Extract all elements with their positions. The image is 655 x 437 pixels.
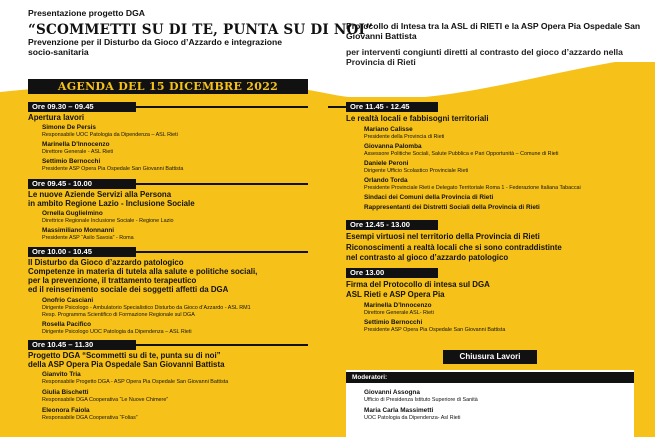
speaker-name: Eleonora Faiola xyxy=(42,407,90,414)
speaker-role: Presidente ASP Opera Pia Ospedale San Giovanni Battista xyxy=(364,327,506,333)
moderator-name: Maria Carla Massimetti xyxy=(364,407,434,414)
speaker-name: Gianvito Tria xyxy=(42,371,81,378)
divider xyxy=(136,344,308,346)
agenda-banner: AGENDA DEL 15 DICEMBRE 2022 xyxy=(28,79,308,94)
closing-banner: Chiusura Lavori xyxy=(443,350,537,364)
session-title: ed il reinserimento sociale dei soggetti affetti da DGA xyxy=(28,285,229,294)
divider xyxy=(136,106,308,108)
session-title: Le realtà locali e fabbisogni territoriali xyxy=(346,114,489,123)
session-time: Ore 09.30 – 09.45 xyxy=(32,102,94,111)
session-time: Ore 09.45 - 10.00 xyxy=(32,179,92,188)
moderator-role: UOC Patologia da Dipendenza- Asl Rieti xyxy=(364,415,461,421)
session-title: Progetto DGA “Scommetti su di te, punta su di noi” xyxy=(28,351,221,360)
speaker-name: Rappresentanti dei Distretti Sociali della Provincia di Rieti xyxy=(364,204,540,211)
speaker-name: Settimio Bernocchi xyxy=(364,319,423,326)
protocol-purpose: per interventi congiunti diretti al contrasto del gioco d’azzardo nella Provincia di Rieti xyxy=(346,47,623,67)
speaker-role: Responsabile Progetto DGA - ASP Opera Pia Ospedale San Giovanni Battista xyxy=(42,379,229,385)
speaker-name: Ornella Guglielmino xyxy=(42,210,103,217)
session-description: Riconoscimenti a realtà locali che si sono contraddistinte xyxy=(346,243,562,252)
speaker-name: Onofrio Casciani xyxy=(42,297,94,304)
session-time: Ore 10.45 – 11.30 xyxy=(32,340,94,349)
session-time: Ore 13.00 xyxy=(350,268,385,277)
speaker-role: Presidente della Provincia di Rieti xyxy=(364,134,445,140)
speaker-name: Marinella D’Innocenzo xyxy=(364,302,432,309)
speaker-role: Direttore Generale ASL- Rieti xyxy=(364,310,434,316)
session-title: ASL Rieti e ASP Opera Pia xyxy=(346,290,445,299)
divider xyxy=(136,183,308,185)
speaker-name: Mariano Calisse xyxy=(364,126,413,133)
session-title: Le nuove Aziende Servizi alla Persona xyxy=(28,190,172,199)
session-title: Esempi virtuosi nel territorio della Provincia di Rieti xyxy=(346,232,540,241)
divider xyxy=(136,251,308,253)
speaker-role: Presidente ASP “Asilo Savoia” - Roma xyxy=(42,235,134,241)
speaker-role: Responsabile UOC Patologia da Dipendenza – ASL Rieti xyxy=(42,132,178,138)
divider xyxy=(328,106,346,108)
session-title: in ambito Regione Lazio - Inclusione Sociale xyxy=(28,199,195,208)
session-title: Firma del Protocollo di intesa sul DGA xyxy=(346,280,490,289)
session-time: Ore 10.00 - 10.45 xyxy=(32,247,92,256)
session-title: Apertura lavori xyxy=(28,113,85,122)
speaker-name: Simone De Persis xyxy=(42,124,96,131)
speaker-name: Massimiliano Monnanni xyxy=(42,227,115,234)
speaker-name: Sindaci dei Comuni della Provincia di Rieti xyxy=(364,194,494,201)
speaker-role: Resp. Programma Scientifico di Formazione Regionale sul DGA xyxy=(42,312,195,318)
speaker-role: Responsabile DGA Cooperativa “Folias” xyxy=(42,415,138,421)
presentation-label: Presentazione progetto DGA xyxy=(28,8,145,18)
speaker-name: Settimio Bernocchi xyxy=(42,158,101,165)
speaker-name: Rosella Pacifico xyxy=(42,321,92,328)
speaker-name: Daniele Peroni xyxy=(364,160,409,167)
moderator-role: Ufficio di Presidenza Istituto Superiore di Sanità xyxy=(364,397,478,403)
session-time: Ore 11.45 - 12.45 xyxy=(350,102,410,111)
speaker-name: Giovanna Palomba xyxy=(364,143,422,150)
speaker-role: Direttrice Regionale Inclusione Sociale - Regione Lazio xyxy=(42,218,174,224)
speaker-name: Orlando Torda xyxy=(364,177,408,184)
session-title: Il Disturbo da Gioco d’azzardo patologico xyxy=(28,258,184,267)
speaker-role: Responsabile DGA Cooperativa “Le Nuove Chimere” xyxy=(42,397,169,403)
session-title: della ASP Opera Pia Ospedale San Giovanni Battista xyxy=(28,360,225,369)
speaker-name: Marinella D’Innocenzo xyxy=(42,141,110,148)
session-title: Competenze in materia di tutela alla salute e politiche sociali, xyxy=(28,267,258,276)
speaker-role: Dirigente Psicologo UOC Patologia da Dipendenza – ASL Rieti xyxy=(42,329,192,335)
speaker-role: Presidente ASP Opera Pia Ospedale San Giovanni Battista xyxy=(42,166,184,172)
speaker-role: Direttore Generale - ASL Rieti xyxy=(42,149,114,155)
speaker-role: Assessore Politiche Sociali, Salute Pubblica e Pari Opportunità – Comune di Rieti xyxy=(364,151,559,157)
subtitle: Prevenzione per il Disturbo da Gioco d’Azzardo e integrazione socio-sanitaria xyxy=(28,37,283,57)
protocol-title: Protocollo di Intesa tra la ASL di RIETI e la ASP Opera Pia Ospedale San Giovanni Battista xyxy=(346,21,641,41)
moderator-name: Giovanni Assogna xyxy=(364,389,420,396)
main-title: “SCOMMETTI SU DI TE, PUNTA SU DI NOI” xyxy=(28,22,374,38)
session-title: per la prevenzione, il trattamento terapeutico xyxy=(28,276,197,285)
session-time: Ore 12.45 - 13.00 xyxy=(350,220,410,229)
moderators-label: Moderatori: xyxy=(346,372,634,383)
speaker-role: Dirigente Ufficio Scolastico Provinciale Rieti xyxy=(364,168,469,174)
speaker-role: Dirigente Psicologo - Ambulatorio Specialistico Disturbo da Gioco d’Azzardo - ASL RM1 xyxy=(42,305,251,311)
speaker-name: Giulia Bischetti xyxy=(42,389,89,396)
session-description: nel contrasto al gioco d’azzardo patologico xyxy=(346,253,509,262)
speaker-role: Presidente Provinciale Rieti e Delegato Territoriale Roma 1 - Federazione Italiana Tabaccai xyxy=(364,185,581,191)
